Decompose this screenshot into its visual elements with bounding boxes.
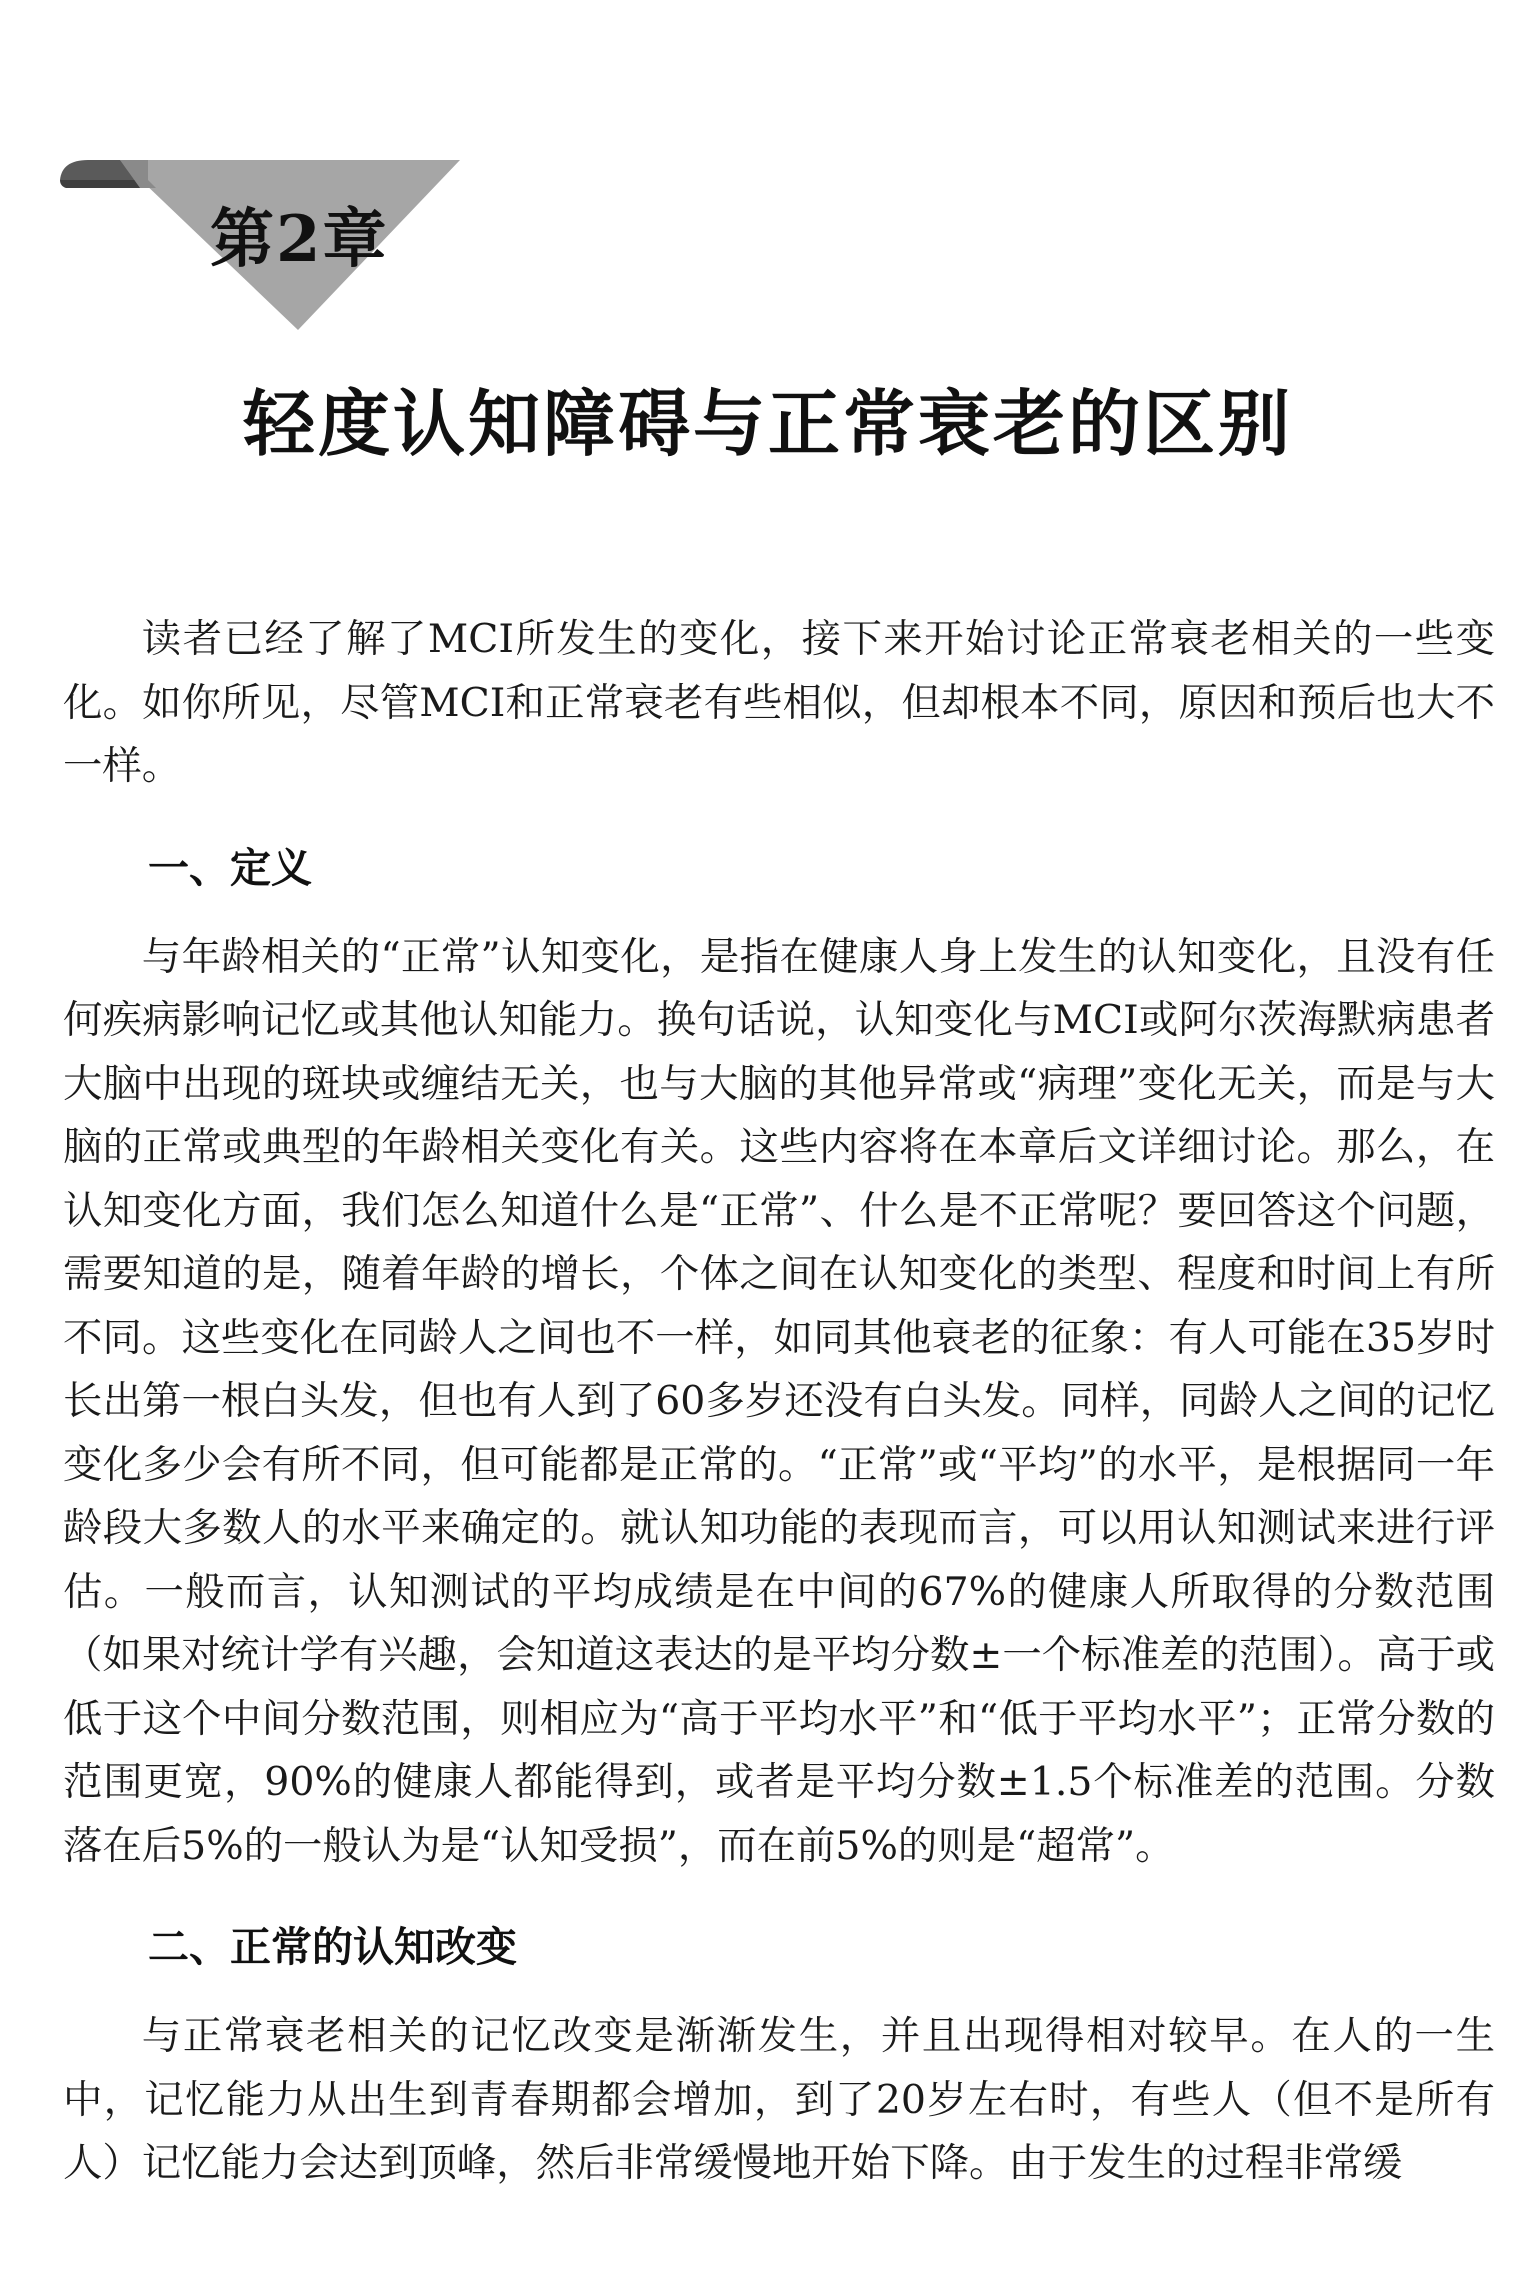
body-text bbox=[63, 608, 1495, 2196]
normal-change-paragraph: 与正常衰老相关的记忆改变是渐渐发生，并且出现得相对较早。在人的一生中，记忆能力从出生到青春期都会增加，到了20岁左右时，有些人（但不是所有人）记忆能力会达到顶峰，然后非常缓慢地开始下降。由于发生的过程非常缓 bbox=[63, 2013, 1495, 2186]
chapter-number: 第2章 bbox=[210, 202, 389, 277]
section-heading-definition: 一、定义 bbox=[148, 843, 312, 892]
definition-paragraph: 与年龄相关的“正常”认知变化，是指在健康人身上发生的认知变化，且没有任何疾病影响记忆或其他认知能力。换句话说，认知变化与MCI或阿尔茨海默病患者大脑中出现的斑块或缠结无关，也与大脑的其他异常或“病理”变化无关，而是与大脑的正常或典型的年龄相关变化有关。这些内容将在本章后文详细讨论。那么，在认知变化方面，我们怎么知道什么是“正常”、什么是不正常呢？要回答这个问题，需要知道的是，随着年龄的增长，个体之间在认知变化的类型、程度和时间上有所不同。这些变化在同龄人之间也不一样，如同其他衰老的征象：有人可能在35岁时长出第一根白头发，但也有人到了60多岁还没有白头发。同样，同龄人之间的记忆变化多少会有所不同，但可能都是正常的。“正常”或“平均”的水平，是根据同一年龄段大多数人的水平来确定的。就认知功能的表现而言，可以用认知测试来进行评估。一般而言，认知测试的平均成绩是在中间的67%的健康人所取得的分数范围（如果对统计学有兴趣，会知道这表达的是平均分数±一个标准差的范围）。高于或低于这个中间分数范围，则相应为“高于平均水平”和“低于平均水平”；正常分数的范围更宽，90%的健康人都能得到，或者是平均分数±1.5个标准差的范围。分数落在后5%的一般认为是“认知受损”，而在前5%的则是“超常”。 bbox=[63, 933, 1495, 1869]
intro-paragraph: 读者已经了解了MCI所发生的变化，接下来开始讨论正常衰老相关的一些变化。如你所见，尽管MCI和正常衰老有些相似，但却根本不同，原因和预后也大不一样。 bbox=[63, 616, 1495, 789]
section-heading-normal-cognitive-change: 二、正常的认知改变 bbox=[148, 1923, 517, 1971]
chapter-title: 轻度认知障碍与正常衰老的区别 bbox=[242, 382, 1293, 467]
